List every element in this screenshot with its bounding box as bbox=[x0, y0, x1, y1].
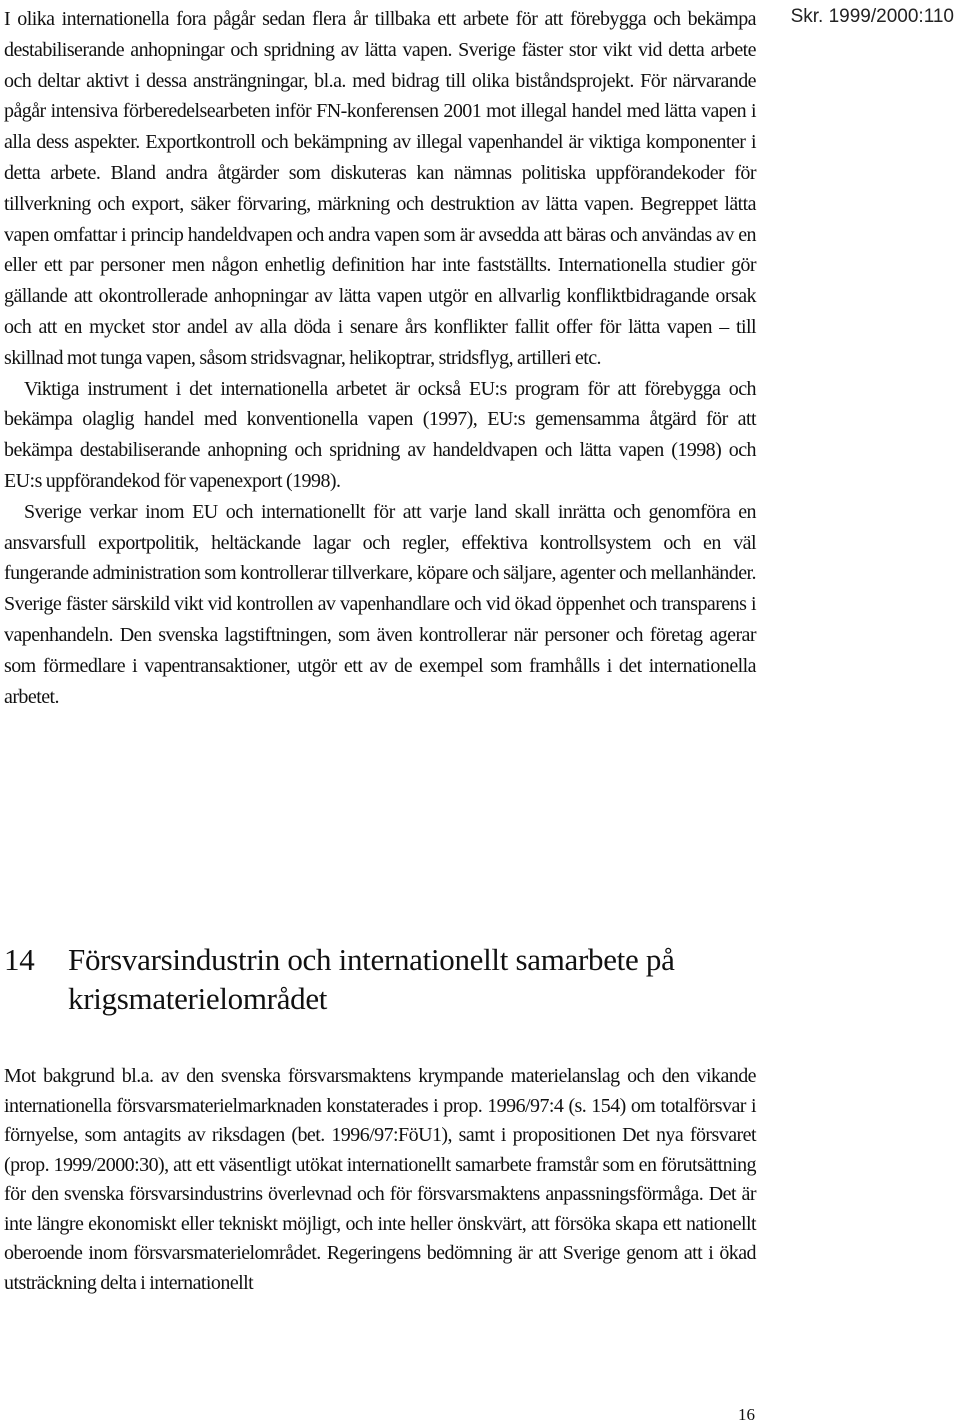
body-text bbox=[4, 4, 756, 712]
paragraph-eu-instruments: Viktiga instrument i det internationella arbetet är också EU:s program för att förebygga och bekämpa olaglig handel med konventionella vapen (1997), EU:s gemensamma åtgärd för att bekämpa destabiliserande anhopning och spridning av handeldvapen och lätta vapen (1998) och EU:s uppförandekod för vapenexport (1998). bbox=[4, 377, 756, 492]
section-heading bbox=[4, 940, 764, 1018]
document-reference: Skr. 1999/2000:110 bbox=[790, 6, 954, 27]
paragraph-defence-industry: Mot bakgrund bl.a. av den svenska försvarsmaktens krympande materielanslag och den vikande internationella försvarsmaterielmarknaden konstaterades i prop. 1996/97:4 (s. 154) om totalförsvar i förnyelse, som antagits av riksdagen (bet. 1996/97:FöU1), samt i propositionen Det nya försvaret (prop. 1999/2000:30), att ett väsentligt utökat internationellt samarbete framstår som en förutsättning för den svenska försvarsindustrins överlevnad och för försvarsmaktens anpassningsförmåga. Det är inte längre ekonomiskt eller tekniskt möjligt, och inte heller önskvärt, att försöka skapa ett nationellt oberoende inom försvarsmaterielområdet. Regeringens bedömning är att Sverige genom att i ökad utsträckning delta i internationellt bbox=[4, 1065, 756, 1294]
page-number: 16 bbox=[738, 1405, 755, 1424]
paragraph-light-weapons: I olika internationella fora pågår sedan flera år tillbaka ett arbete för att förebygga och bekämpa destabiliserande anhopningar och spridning av lätta vapen. Sverige fäster stor vikt vid detta arbete och deltar aktivt i dessa ansträngningar, bl.a. med bidrag till olika biståndsprojekt. För närvarande pågår intensiva förberedelsearbeten inför FN-konferensen 2001 mot illegal handel med lätta vapen i alla dess aspekter. Exportkontroll och bekämpning av illegal vapenhandel är viktiga komponenter i detta arbete. Bland andra åtgärder som diskuteras kan nämnas politiska uppförandekoder för tillverkning och export, säker förvaring, märkning och destruktion av lätta vapen. Begreppet lätta vapen omfattar i princip handeldvapen och andra vapen som är avsedda att bäras och användas av en eller ett par personer men någon enhetlig definition har inte fastställts. Internationella studier gör gällande att okontrollerade anhopningar av lätta vapen utgör en allvarlig konfliktbidragande orsak och att en mycket stor andel av alla döda i senare års konflikter fallit offer för lätta vapen – till skillnad mot tunga vapen, såsom stridsvagnar, helikoptrar, stridsflyg, artilleri etc. bbox=[4, 8, 756, 369]
section-number: 14 bbox=[4, 942, 35, 977]
paragraph-sweden-eu-policy: Sverige verkar inom EU och internationellt för att varje land skall inrätta och genomföra en ansvarsfull exportpolitik, heltäckande lagar och regler, effektiva kontrollsystem och en väl fungerande administration som kontrollerar tillverkare, köpare och säljare, agenter och mellanhänder. Sverige fäster särskild vikt vid kontrollen av vapenhandlare och vid ökad öppenhet och transparens i vapenhandeln. Den svenska lagstiftningen, som även kontrollerar när personer och företag agerar som förmedlare i vapentransaktioner, utgör ett av de exempel som framhålls i det internationella arbetet. bbox=[4, 500, 756, 708]
section-title: Försvarsindustrin och internationellt samarbete på krigsmaterielområdet bbox=[68, 942, 675, 1016]
section-text bbox=[4, 1062, 756, 1298]
